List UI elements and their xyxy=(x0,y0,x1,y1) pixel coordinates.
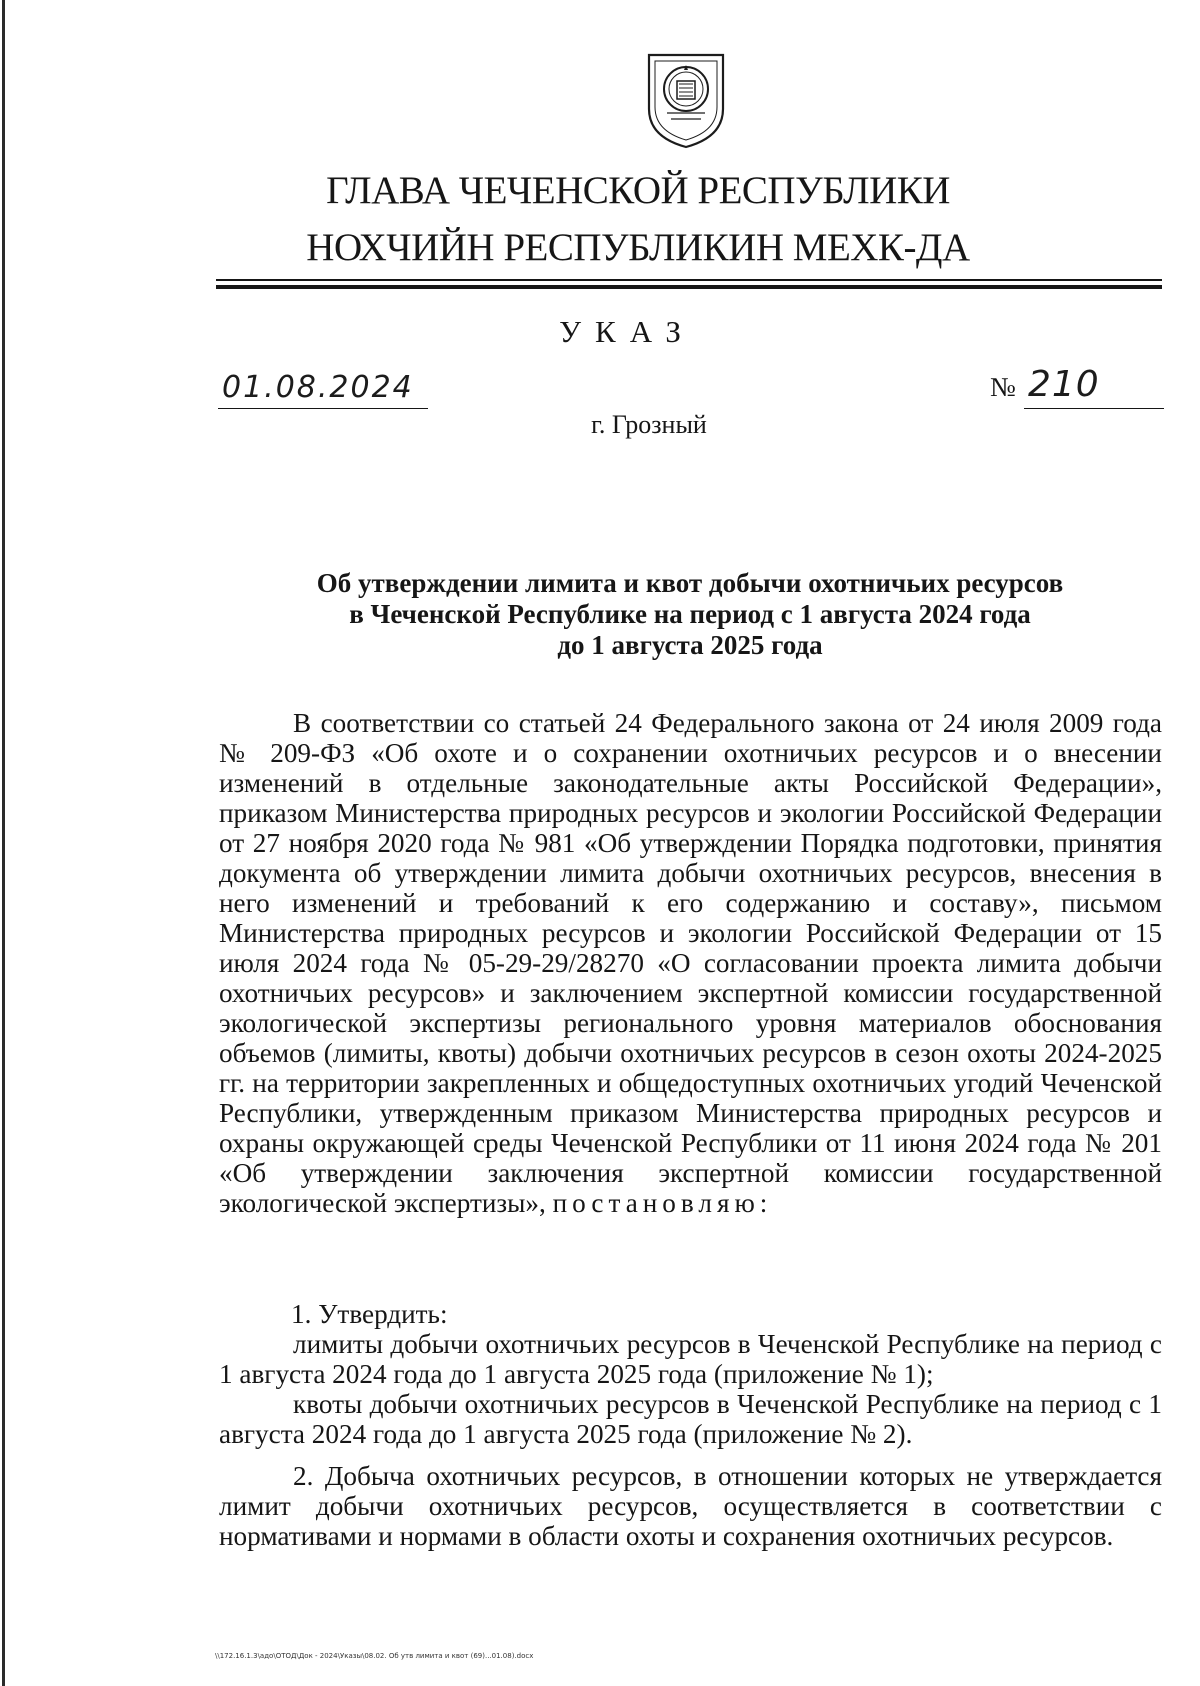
org-name-chechen: НОХЧИЙН РЕСПУБЛИКИН МЕХК-ДА xyxy=(306,226,970,269)
decree-date: 01.08.2024 xyxy=(222,370,414,405)
decree-title-line: в Чеченской Республике на период с 1 августа 2024 года xyxy=(349,599,1031,629)
decree-title-line: Об утверждении лимита и квот добычи охотничьих ресурсов xyxy=(316,568,1064,598)
preamble-paragraph xyxy=(219,708,1162,1218)
issue-city: г. Грозный xyxy=(591,410,707,439)
item-2 xyxy=(219,1461,1162,1551)
decree-title xyxy=(218,568,1162,661)
file-path-footer: \\172.16.1.3\адо\ОТОД\Док - 2024\Указы\08.02. Об утв лимита и квот (69)...01.08).docx xyxy=(215,1652,534,1660)
item-1-quotas: квоты добычи охотничьих ресурсов в Чеченской Республике на период с 1 августа 2024 года до 1 августа 2025 года (приложение № 2). xyxy=(219,1389,1162,1449)
org-name-russian: ГЛАВА ЧЕЧЕНСКОЙ РЕСПУБЛИКИ xyxy=(326,169,950,212)
header-rule-thick xyxy=(216,285,1162,289)
item-1-heading: 1. Утвердить: xyxy=(291,1299,448,1329)
decree-number-field xyxy=(1024,364,1164,409)
preamble-text: В соответствии со статьей 24 Федерального закона от 24 июля 2009 года № 209-ФЗ «Об охоте и о сохранении охотничьих ресурсов и о внесении изменений в отдельные законодательные акты Российской Федерации», приказом Министерства природных ресурсов и экологии Российской Федерации от 27 ноября 2020 года № 981 «Об утверждении Порядка подготовки, принятия документа об утверждении лимита добычи охотничьих ресурсов, внесения в него изменений и требований к его содержанию и составу», письмом Министерства природных ресурсов и экологии Российской Федерации от 15 июля 2024 года № 05-29-29/28270 «О согласовании проекта лимита добычи охотничьих ресурсов» и заключением экспертной комиссии государственной экологической экспертизы регионального уровня материалов обоснования объемов (лимиты, квоты) добычи охотничьих ресурсов в сезон охоты 2024-2025 гг. на территории закрепленных и общедоступных охотничьих угодий Чеченской Республики, утвержденным приказом Министерства природных ресурсов и охраны окружающей среды Чеченской Республики от 11 июня 2024 года № 201 «Об утверждении заключения экспертной комиссии государственной экологической экспертизы», xyxy=(219,708,1162,1218)
decree-number-label: № xyxy=(990,372,1016,402)
resolve-word: постановляю: xyxy=(552,1188,773,1218)
header-rule-thin xyxy=(216,279,1162,281)
decree-date-field xyxy=(218,368,428,409)
chechen-republic-coat-of-arms-icon xyxy=(643,47,729,151)
scan-edge xyxy=(2,0,5,1686)
document-type: УКАЗ xyxy=(559,314,695,349)
item-2-text: 2. Добыча охотничьих ресурсов, в отношении которых не утверждается лимит добычи охотничьих ресурсов, осуществляется в соответствии с нормативами и нормами в области охоты и сохранения охотничьих ресурсов. xyxy=(219,1461,1162,1551)
decree-title-line: до 1 августа 2025 года xyxy=(557,630,823,660)
decree-number: 210 xyxy=(1028,364,1100,405)
item-1 xyxy=(219,1299,1162,1449)
item-1-limits: лимиты добычи охотничьих ресурсов в Чеченской Республике на период с 1 августа 2024 года до 1 августа 2025 года (приложение № 1); xyxy=(219,1329,1162,1389)
